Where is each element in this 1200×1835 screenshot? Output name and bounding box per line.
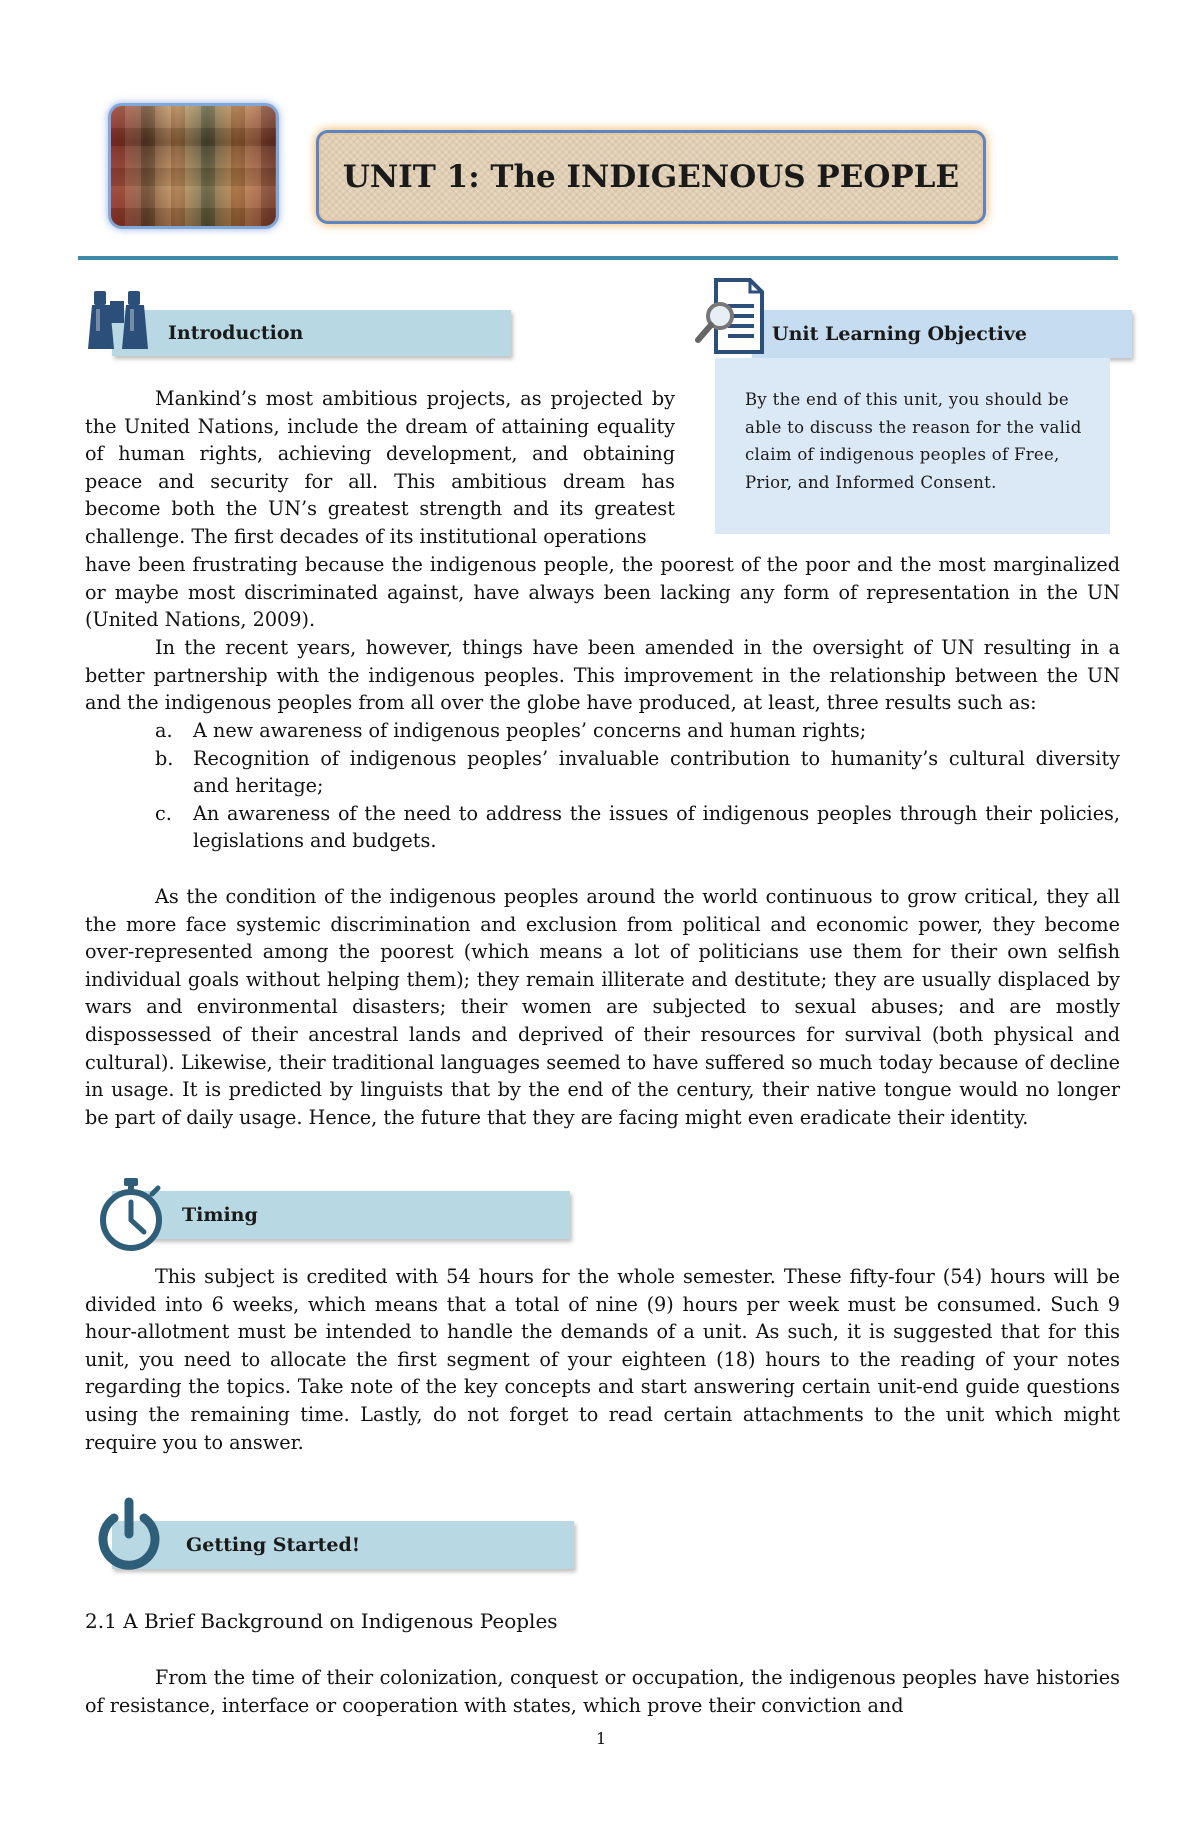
introduction-label: Introduction — [168, 322, 304, 344]
objective-header — [752, 310, 1132, 358]
unit-title: UNIT 1: The INDIGENOUS PEOPLE — [316, 130, 986, 224]
list-marker: a. — [155, 719, 173, 742]
timing-header — [112, 1191, 570, 1239]
list-item-text: A new awareness of indigenous peoples’ concerns and human rights; — [193, 719, 867, 742]
objective-label: Unit Learning Objective — [772, 323, 1027, 345]
timing-label: Timing — [182, 1204, 258, 1226]
list-marker: b. — [155, 746, 174, 770]
list-item-text: An awareness of the need to address the issues of indigenous peoples through their policies, legislations and budgets. — [193, 801, 1120, 853]
list-item — [85, 800, 1120, 855]
intro-paragraph-3: As the condition of the indigenous peoples around the world continuous to grow critical, they all the more face systemic discrimination and exclusion from political and economic power, they become over-represented among the poorest (which means a lot of politicians use them for their own selfish individual goals without helping them); they remain illiterate and destitute; they are usually displaced by wars and environmental disasters; their women are subjected to sexual abuses; and are mostly dispossessed of their ancestral lands and deprived of their resources for survival (both physical and cultural). Likewise, their traditional languages seemed to have suffered so much today because of decline in usage. It is predicted by linguists that by the end of the century, their native tongue would no longer be part of daily usage. Hence, the future that they are facing might even eradicate their identity. — [85, 885, 1120, 1129]
document-magnifier-icon — [694, 276, 768, 356]
introduction-header — [112, 310, 511, 356]
intro-paragraph-1a: Mankind’s most ambitious projects, as projected by the United Nations, include the dream of attaining equality of human rights, achieving development, and obtaining peace and security for all. This ambitious dream has become both the UN’s greatest strength and its greatest challenge. The first decades of its institutional operations — [85, 387, 675, 548]
page-number: 1 — [596, 1729, 607, 1748]
getting-started-header — [112, 1521, 574, 1569]
list-marker: c. — [155, 801, 172, 825]
list-item-text: Recognition of indigenous peoples’ invaluable contribution to humanity’s cultural diversity and heritage; — [193, 746, 1120, 798]
binoculars-icon — [84, 285, 154, 355]
timing-paragraph: This subject is credited with 54 hours for the whole semester. These fifty-four (54) hours will be divided into 6 weeks, which means that a total of nine (9) hours per week must be consumed. Such 9 hour-allotment must be intended to handle the demands of a unit. As such, it is suggested that for this unit, you need to allocate the first segment of your eighteen (18) hours to the reading of your notes regarding the topics. Take note of the key concepts and start answering certain unit-end guide questions using the remaining time. Lastly, do not forget to read certain attachments to the unit which might require you to answer. — [85, 1265, 1120, 1454]
getting-started-label: Getting Started! — [186, 1534, 361, 1556]
intro-paragraph-1b: have been frustrating because the indigenous people, the poorest of the poor and the most marginalized or maybe most discriminated against, have always been lacking any form of representation in the UN (United Nations, 2009). — [85, 553, 1120, 632]
unit-banner-photo — [108, 103, 279, 229]
list-item — [85, 717, 1120, 745]
results-list — [85, 717, 1120, 855]
section-2-1-heading: 2.1 A Brief Background on Indigenous Peoples — [85, 1609, 558, 1633]
intro-paragraph-2: In the recent years, however, things have been amended in the oversight of UN resulting in a better partnership with the indigenous peoples. This improvement in the relationship between the UN and the indigenous peoples from all over the globe have produced, at least, three results such as: — [85, 636, 1120, 715]
power-icon — [94, 1496, 164, 1570]
background-paragraph: From the time of their colonization, conquest or occupation, the indigenous peoples have histories of resistance, interface or cooperation with states, which prove their conviction and — [85, 1666, 1120, 1717]
header-divider — [78, 256, 1118, 260]
list-item — [85, 745, 1120, 800]
stopwatch-icon — [96, 1176, 166, 1252]
objective-box: By the end of this unit, you should be able to discuss the reason for the valid claim of indigenous peoples of Free, Prior, and Informed Consent. — [715, 358, 1110, 534]
